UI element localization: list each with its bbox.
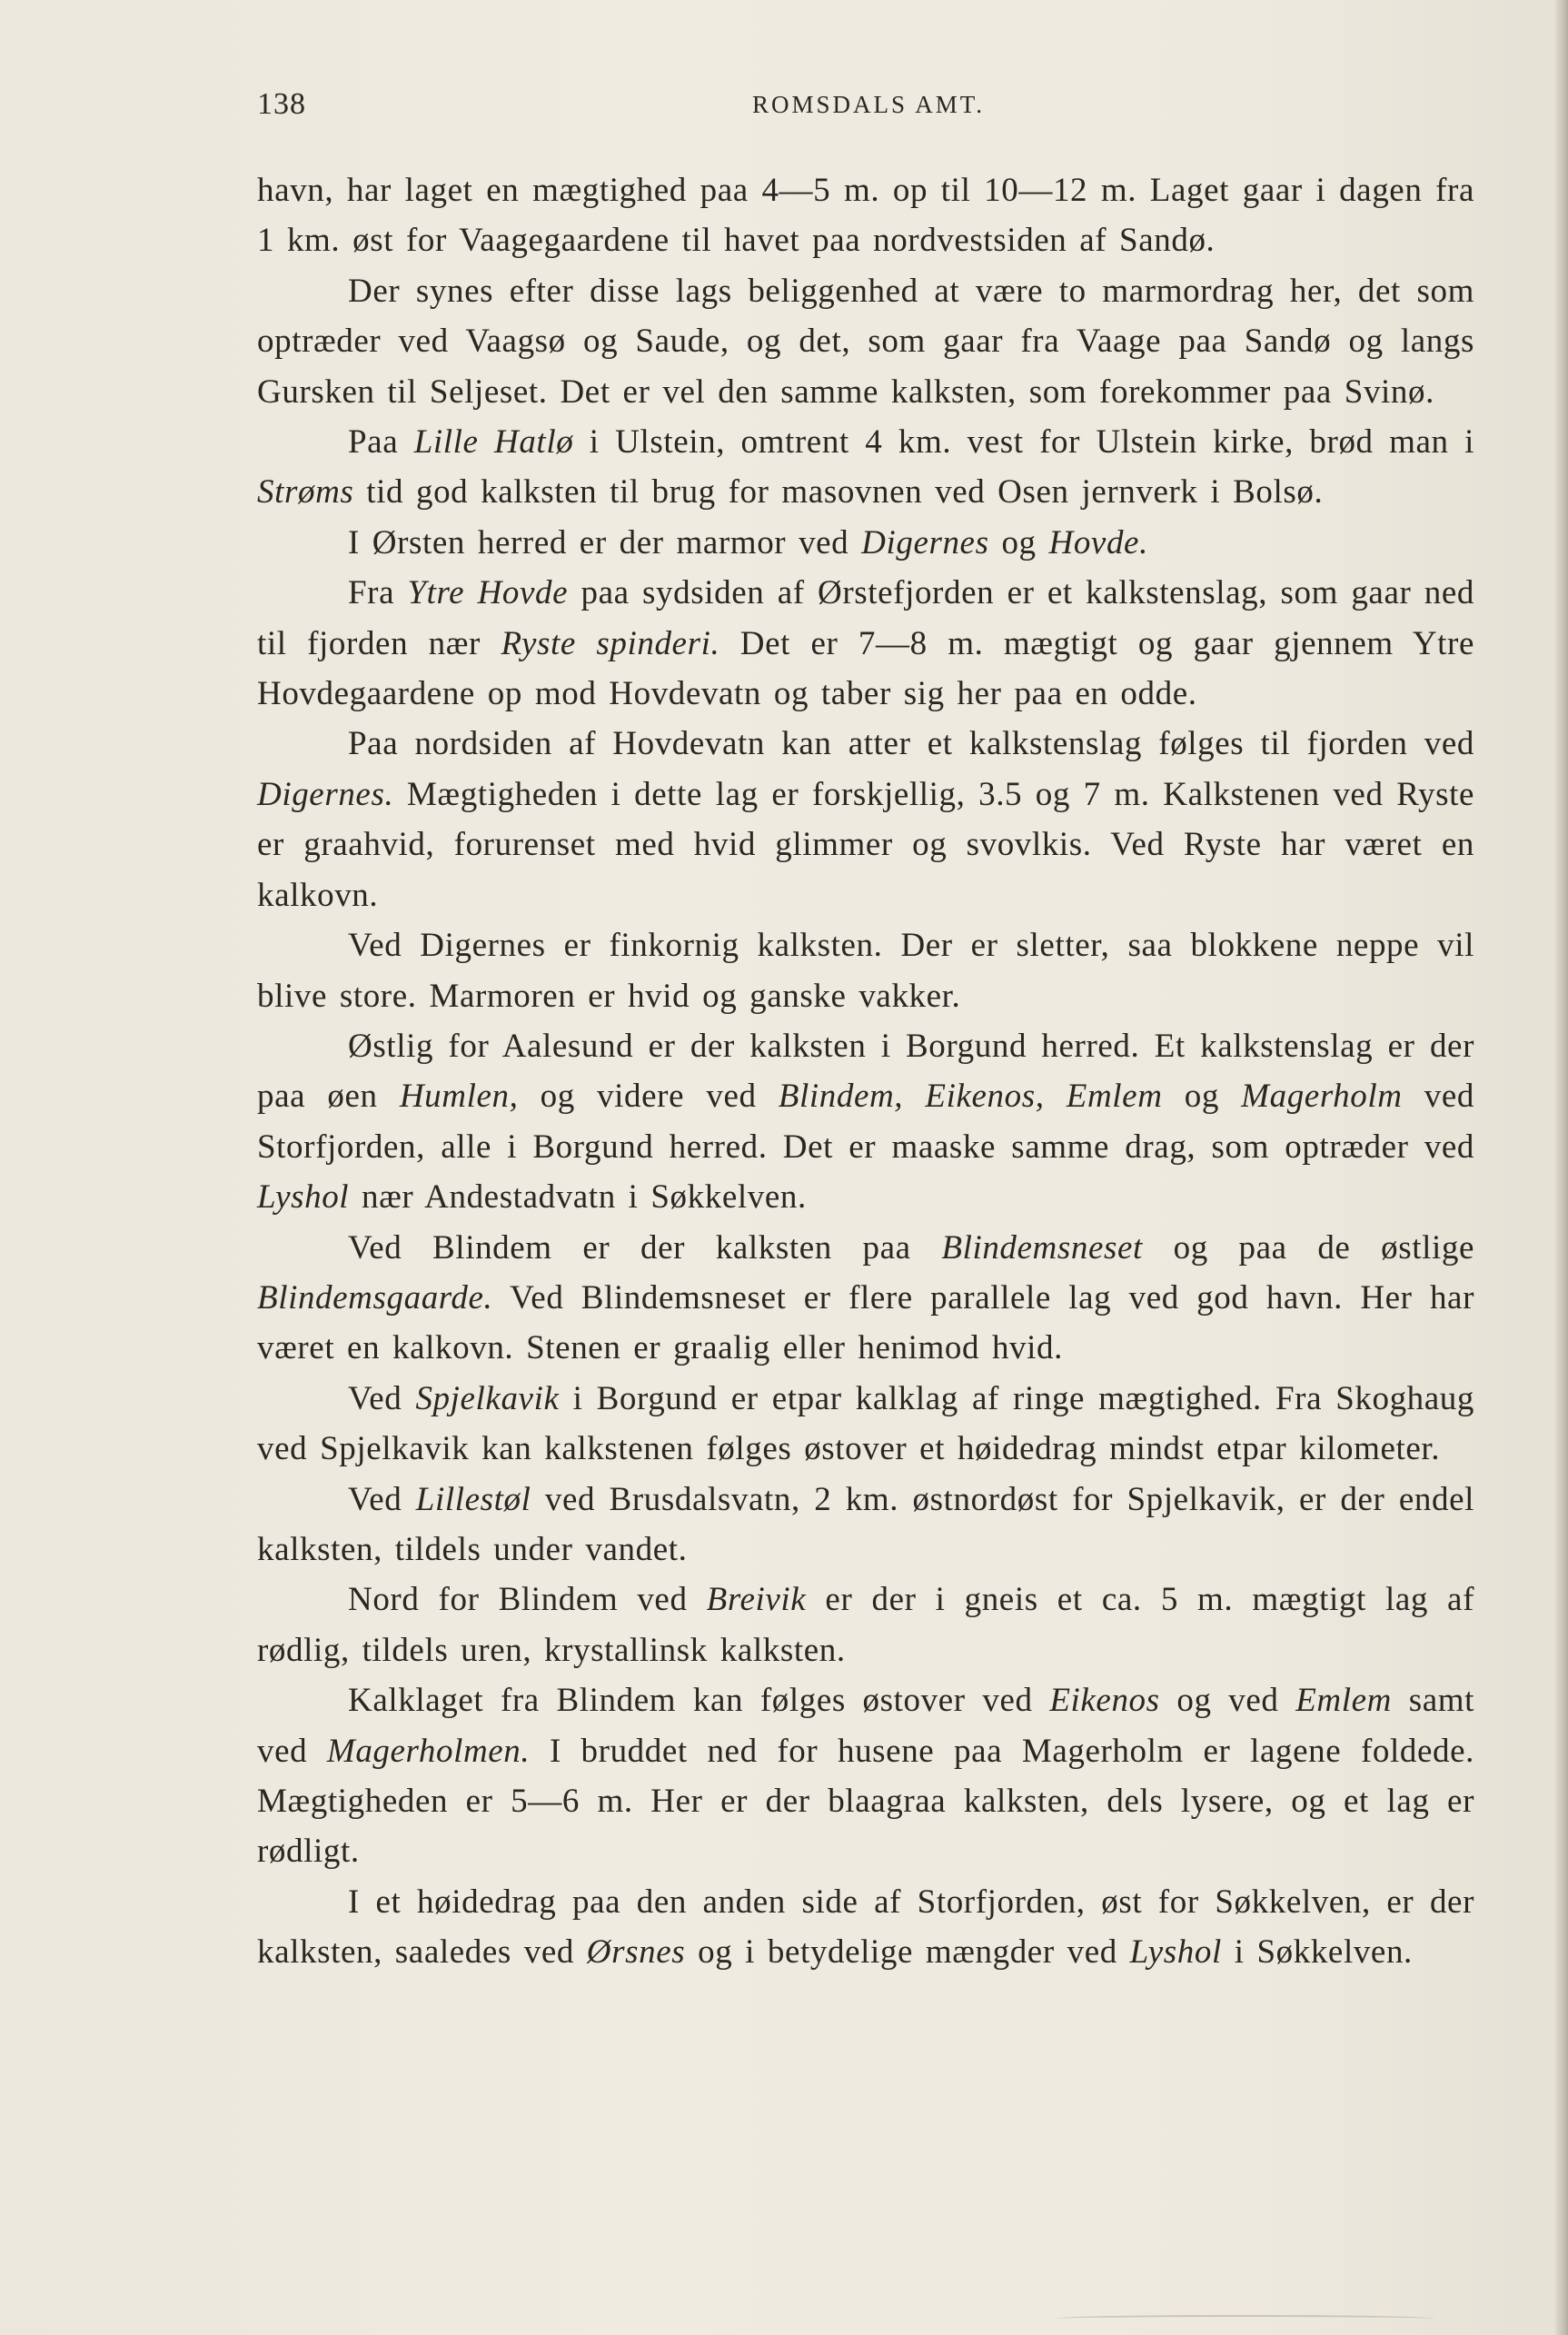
text-segment: Paa — [348, 423, 414, 462]
italic-place-name: Hovde. — [1048, 523, 1148, 561]
text-segment: Ved — [348, 1379, 416, 1417]
text-segment: I bruddet ned for husene paa Magerholm er lagene foldede. Mægtigheden er 5—6 m. Her er der blaagraa kalksten, dels lysere, og et lag er rødligt. — [257, 1732, 1474, 1871]
paragraph — [257, 417, 1474, 518]
italic-place-name: Magerholmen. — [326, 1732, 531, 1770]
text-segment: samt ved — [257, 1682, 1474, 1770]
italic-place-name: Ørsnes — [586, 1933, 686, 1972]
text-segment: I Ørsten herred er der marmor ved — [348, 523, 862, 561]
page-number: 138 — [257, 87, 306, 121]
italic-place-name: Blindemsneset — [941, 1228, 1143, 1267]
text-segment: Ved Blindem er der kalksten paa — [348, 1228, 942, 1267]
paragraph — [257, 1877, 1474, 1978]
text-segment: Østlig for Aalesund er der kalksten i Borgund herred. Et kalkstenslag er der paa øen — [257, 1027, 1474, 1116]
italic-place-name: Strøms — [257, 473, 354, 512]
italic-place-name: Eikenos — [1049, 1682, 1160, 1720]
text-segment: tid god kalksten til brug for masovnen ved Osen jernverk i Bolsø. — [353, 473, 1324, 512]
text-segment: ved Brusdalsvatn, 2 km. østnordøst for Spjelkavik, er der endel kalksten, tildels under vandet. — [257, 1480, 1474, 1568]
text-segment: I et høidedrag paa den anden side af Storfjorden, øst for Søkkelven, er der kalksten, saaledes ved — [257, 1883, 1474, 1972]
page-curl-mark — [1054, 2315, 1435, 2322]
text-segment: Der synes efter disse lags beliggenhed at være to marmordrag her, det som optræder ved Vaagsø og Saude, og det, som gaar fra Vaage paa Sandø og langs Gursken til Seljeset. Det er vel den samme kalksten, som forekommer paa Svinø. — [257, 272, 1474, 411]
italic-place-name: Lyshol — [257, 1178, 350, 1217]
text-segment: og — [1162, 1078, 1242, 1116]
paragraph — [257, 518, 1474, 568]
paragraph — [257, 1021, 1474, 1223]
paragraph — [257, 719, 1474, 920]
paragraph — [257, 266, 1474, 417]
text-segment: Nord for Blindem ved — [348, 1581, 707, 1619]
paragraph — [257, 1575, 1474, 1675]
italic-place-name: Humlen, — [399, 1078, 519, 1116]
running-head: ROMSDALS AMT. — [752, 91, 986, 118]
text-segment: ved Storfjorden, alle i Borgund herred. Det er maaske samme drag, som optræder ved — [257, 1078, 1474, 1166]
text-segment: og — [988, 523, 1049, 561]
paragraph — [257, 1475, 1474, 1575]
text-segment: nær Andestadvatn i Søkkelven. — [349, 1178, 807, 1217]
text-segment: paa sydsiden af Ørstefjorden er et kalkstenslag, som gaar ned til fjorden nær — [257, 574, 1474, 662]
text-segment: og paa de østlige — [1142, 1228, 1474, 1267]
italic-place-name: Emlem — [1295, 1682, 1392, 1720]
text-segment: Ved Blindemsneset er flere parallele lag ved god havn. Her har været en kalkovn. Stenen er graalig eller henimod hvid. — [257, 1278, 1474, 1367]
page-header — [257, 87, 1474, 133]
body-text — [257, 165, 1474, 1978]
text-segment: og i betydelige mængder ved — [685, 1933, 1130, 1972]
italic-place-name: Ytre Hovde — [407, 574, 569, 612]
italic-place-name: Breivik — [706, 1581, 807, 1619]
text-segment: og videre ved — [518, 1078, 779, 1116]
italic-place-name: Blindemsgaarde. — [257, 1278, 493, 1317]
text-segment: Paa nordsiden af Hovdevatn kan atter et kalkstenslag følges til fjorden ved — [348, 725, 1474, 763]
text-segment: og ved — [1159, 1682, 1296, 1720]
paragraph — [257, 920, 1474, 1021]
italic-place-name: Spjelkavik — [415, 1379, 560, 1417]
paragraph — [257, 165, 1474, 266]
italic-place-name: Lillestøl — [415, 1480, 531, 1518]
text-segment: Fra — [348, 574, 408, 612]
text-segment: Ved — [348, 1480, 416, 1518]
text-segment: er der i gneis et ca. 5 m. mægtigt lag af rødlig, tildels uren, krystallinsk kalksten. — [257, 1581, 1475, 1669]
text-segment: Ved Digernes er finkornig kalksten. Der er sletter, saa blokkene neppe vil blive store. Marmoren er hvid og ganske vakker. — [257, 927, 1474, 1015]
paragraph — [257, 1374, 1474, 1475]
italic-place-name: Ryste spinderi. — [501, 624, 720, 662]
text-segment: Kalklaget fra Blindem kan følges østover ved — [348, 1682, 1050, 1720]
paragraph — [257, 1223, 1474, 1374]
paragraph — [257, 568, 1474, 719]
text-segment: i Ulstein, omtrent 4 km. vest for Ulstein kirke, brød man i — [573, 423, 1474, 462]
text-segment: havn, har laget en mægtighed paa 4—5 m. op til 10—12 m. Laget gaar i dagen fra 1 km. øst for Vaagegaardene til havet paa nordvestsiden af Sandø. — [257, 172, 1474, 260]
italic-place-name: Magerholm — [1241, 1078, 1403, 1116]
text-segment: Det er 7—8 m. mægtigt og gaar gjennem Ytre Hovdegaardene op mod Hovdevatn og taber sig her paa en odde. — [257, 624, 1474, 713]
italic-place-name: Blindem, Eikenos, Emlem — [778, 1078, 1163, 1116]
text-segment: i Søkkelven. — [1221, 1933, 1413, 1972]
italic-place-name: Lyshol — [1129, 1933, 1222, 1972]
text-segment: i Borgund er etpar kalklag af ringe mægtighed. Fra Skoghaug ved Spjelkavik kan kalkstenen følges østover et høidedrag mindst etpar kilometer. — [257, 1379, 1474, 1468]
italic-place-name: Digernes — [861, 523, 989, 561]
text-segment: Mægtigheden i dette lag er forskjellig, 3.5 og 7 m. Kalkstenen ved Ryste er graahvid, forurenset med hvid glimmer og svovlkis. Ved Ryste har været en kalkovn. — [257, 775, 1474, 914]
page-edge-shadow — [1555, 0, 1568, 2335]
paragraph — [257, 1675, 1474, 1877]
italic-place-name: Lille Hatlø — [413, 423, 574, 462]
italic-place-name: Digernes. — [257, 775, 394, 813]
